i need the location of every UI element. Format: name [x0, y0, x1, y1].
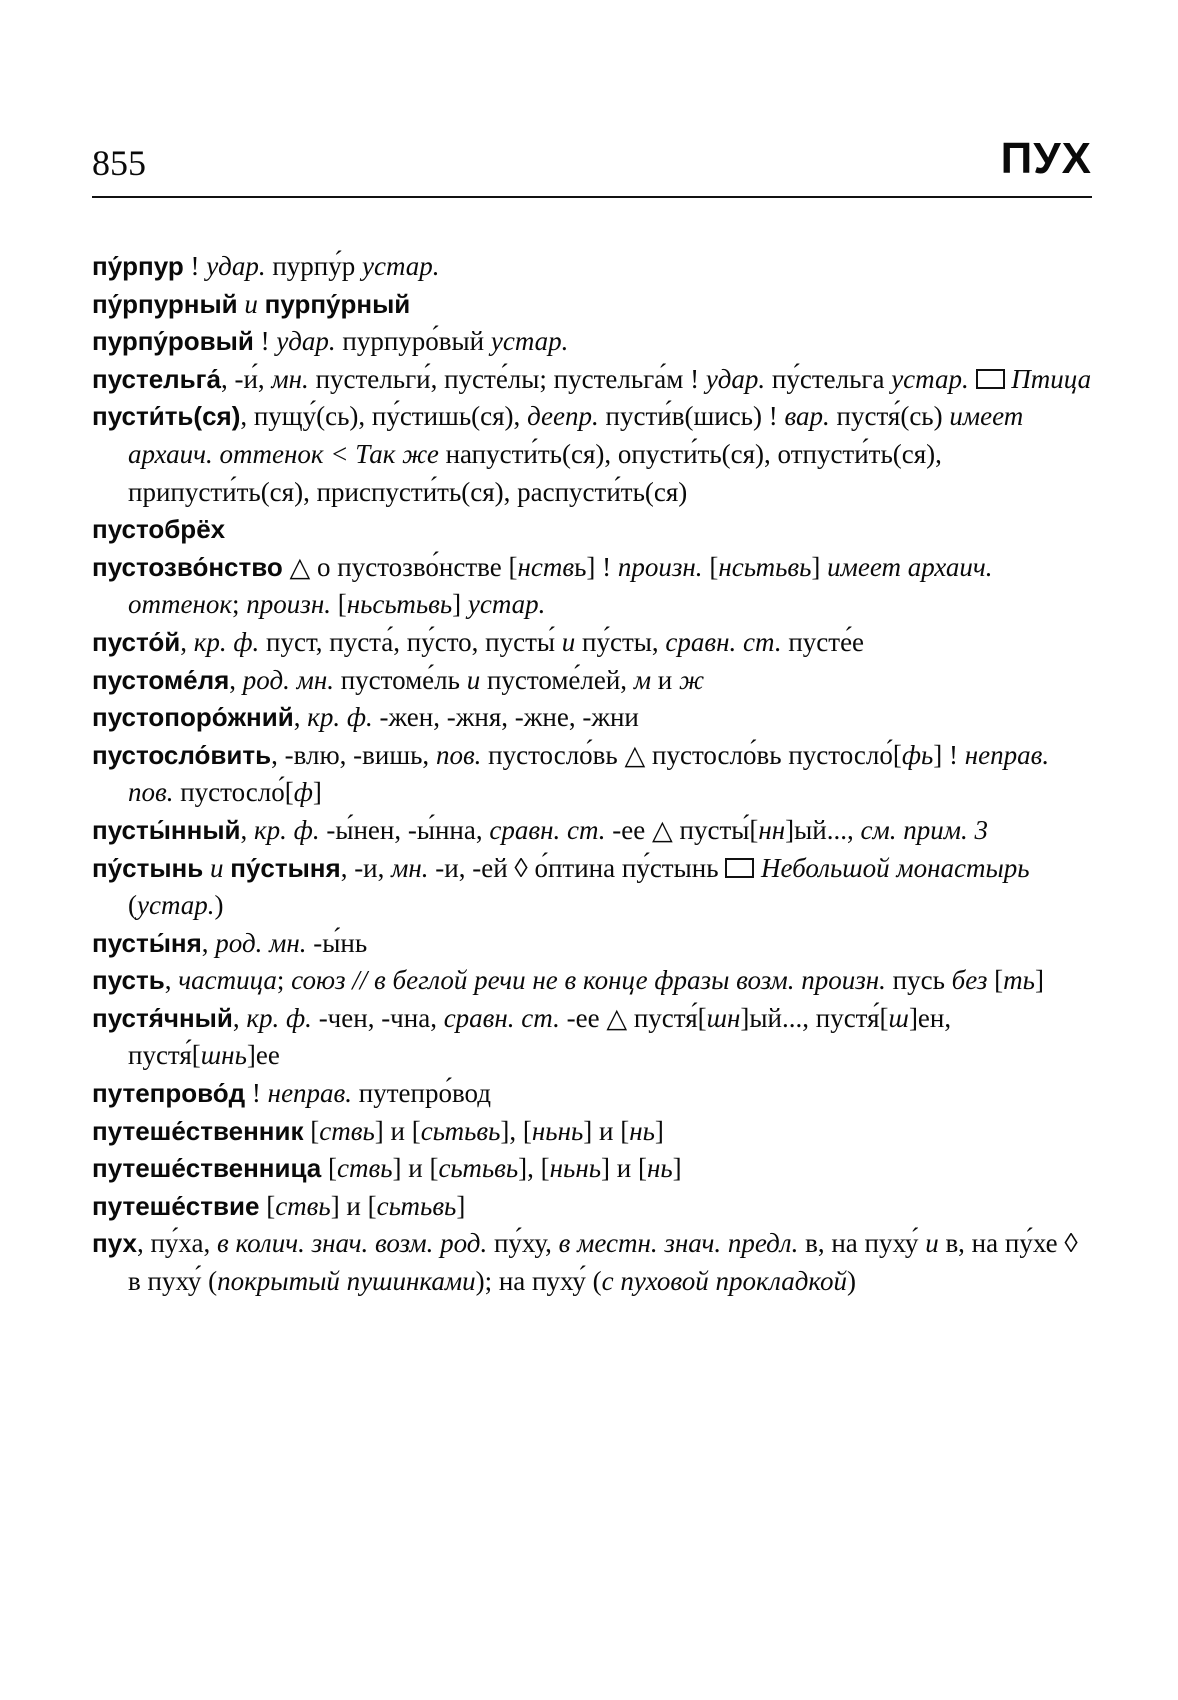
dictionary-entry: [92, 812, 1092, 850]
headword: пу́стынь: [92, 852, 204, 883]
entry-text: ] и [: [374, 1115, 421, 1146]
entry-text: ,: [180, 626, 194, 657]
italic-label: нств: [517, 551, 575, 582]
entry-text: ,: [232, 1002, 247, 1033]
dictionary-entry: [92, 737, 1092, 812]
entry-text: путепро́вод: [352, 1078, 491, 1109]
entry-text: напусти́ть(ся), опусти́ть(ся), отпусти́ть(ся), припусти́ть(ся), приспусти́ть(ся), распусти́ть(ся): [128, 438, 942, 507]
entry-text: ): [847, 1266, 856, 1297]
italic-label: с пуховой прокладкой: [601, 1266, 847, 1297]
entry-text: -чен, -чна,: [311, 1002, 444, 1033]
headword: пу́рпурный: [92, 288, 238, 319]
entry-text: [: [259, 1190, 276, 1221]
headword: пустя́чный: [92, 1002, 233, 1033]
page-number: 855: [92, 143, 146, 183]
entry-text: ]: [456, 1190, 466, 1221]
italic-label: произн.: [617, 551, 703, 582]
italic-label: пов.: [435, 739, 482, 770]
entry-text: пурпуро́вый: [335, 326, 491, 357]
headword: пустельга́: [92, 363, 221, 394]
entry-text: ]ен, пустя́[: [128, 1002, 952, 1071]
entry-text: пустосло́[: [173, 777, 294, 808]
entry-text: -ее △ пустя́[: [559, 1002, 707, 1033]
headword: путеше́ственник: [92, 1115, 304, 1146]
italic-label: сьтьвь: [420, 1115, 501, 1146]
entry-text: ]: [312, 777, 322, 808]
headword: путеше́ственница: [92, 1153, 322, 1184]
entry-text: пусь: [885, 965, 952, 996]
italic-label: покрытый пушинками: [217, 1266, 476, 1297]
entry-text: пустосло́вь △ пустосло́вь пустосло́[: [481, 739, 902, 770]
italic-label: фь: [901, 739, 934, 770]
entry-text: ]: [452, 589, 468, 620]
entry-text: пу́стельга: [765, 363, 892, 394]
dictionary-entry: [92, 549, 1092, 624]
italic-label: Птица: [1011, 363, 1092, 394]
headword: пустобрёх: [92, 514, 226, 545]
italic-label: шн: [706, 1002, 741, 1033]
entry-text: пуст, пуста́, пу́сто, пусты́: [259, 626, 562, 657]
italic-label: ньсьтьвь: [346, 589, 453, 620]
italic-label: см. прим. 3: [860, 814, 988, 845]
entry-text: [: [330, 589, 347, 620]
entry-text: ] и [: [330, 1190, 377, 1221]
italic-label: ньнь: [549, 1153, 602, 1184]
entry-text: ,: [240, 814, 255, 845]
entry-text: ], [: [518, 1153, 550, 1184]
entry-text: пусте́е: [781, 626, 865, 657]
running-head: ПУХ: [1000, 134, 1092, 183]
entry-text: (: [128, 890, 137, 921]
entry-text: -жен, -жня, -жне, -жни: [372, 702, 639, 733]
italic-label: в местн. знач. предл.: [558, 1228, 799, 1259]
dictionary-entry: [92, 1113, 1092, 1151]
italic-label: сравн. ст.: [443, 1002, 560, 1033]
italic-label: ть: [1003, 965, 1035, 996]
italic-label: сравн. ст.: [665, 626, 782, 657]
entry-text: ;: [276, 965, 292, 996]
dictionary-entry: [92, 1000, 1092, 1075]
entry-text: пурпу́р: [265, 251, 362, 281]
page-header: [92, 134, 1092, 198]
italic-label: деепр.: [527, 401, 599, 432]
italic-label: удар.: [206, 251, 266, 281]
entry-text: ] !: [586, 551, 618, 582]
italic-label: нн: [758, 814, 786, 845]
italic-label: кр. ф.: [307, 702, 373, 733]
italic-label: удар.: [276, 326, 336, 357]
italic-label: нь: [629, 1115, 655, 1146]
entry-text: !: [253, 326, 277, 357]
italic-label: имеет архаич. оттенок < Так же: [128, 401, 1024, 469]
entry-text: [: [702, 551, 719, 582]
entry-text: , -и,: [340, 852, 392, 883]
entry-text: пустельги́, пусте́лы; пустельга́м !: [308, 363, 706, 394]
dictionary-entries: [92, 248, 1092, 1301]
entry-text: , -и́,: [220, 363, 272, 394]
italic-label: и: [925, 1228, 939, 1259]
dictionary-entry: [92, 962, 1092, 1000]
dictionary-entry: [92, 398, 1092, 511]
entry-text: ] и [: [583, 1115, 630, 1146]
entry-text: ]: [811, 551, 828, 582]
headword: пустоме́ля: [92, 664, 230, 695]
entry-text: ] !: [933, 739, 965, 770]
entry-text: [754, 853, 761, 883]
entry-text: пустя́(сь): [829, 401, 950, 432]
entry-text: [969, 364, 976, 394]
italic-label: м: [633, 664, 652, 695]
entry-text: в, на пу́хе ◊ в пуху́ (: [128, 1228, 1078, 1297]
italic-label: нсьтьвь: [718, 551, 812, 582]
headword: пустозво́нство: [92, 551, 283, 582]
entry-text: ,: [229, 664, 243, 695]
italic-label: Небольшой монастырь: [761, 852, 1030, 883]
entry-text: -и, -ей ◊ о́птина пу́стынь: [428, 852, 726, 883]
italic-label: устар.: [467, 589, 546, 620]
entry-text: !: [245, 1078, 268, 1109]
italic-label: устар.: [891, 363, 969, 394]
dictionary-entry: [92, 925, 1092, 963]
entry-text: ] и [: [392, 1153, 439, 1184]
italic-label: сьтьвь: [376, 1190, 457, 1221]
headword: пусто́й: [92, 626, 181, 657]
entry-text: [: [321, 1153, 338, 1184]
headword: пусты́ня: [92, 927, 202, 958]
entry-text: ,: [201, 927, 216, 958]
italic-label: ствь: [275, 1190, 331, 1221]
italic-label: неправ. пов.: [128, 739, 1050, 808]
dictionary-entry: [92, 286, 1092, 324]
italic-label: частица: [178, 965, 277, 996]
italic-label: кр. ф.: [193, 626, 260, 657]
italic-label: и: [244, 288, 258, 319]
entry-text: ;: [232, 589, 247, 620]
italic-label: ньнь: [531, 1115, 584, 1146]
entry-text: , пущу́(сь), пу́стишь(ся),: [240, 401, 528, 432]
headword: пустопоро́жний: [92, 702, 294, 733]
entry-text: , пу́ха,: [136, 1228, 218, 1259]
headword: путепрово́д: [92, 1078, 246, 1109]
entry-text: [258, 289, 265, 319]
italic-label: и: [210, 852, 224, 883]
italic-label: мн.: [271, 363, 309, 394]
entry-text: [: [303, 1115, 320, 1146]
italic-label: и: [561, 626, 576, 657]
entry-text: ,: [293, 702, 308, 733]
dictionary-entry: [92, 699, 1092, 737]
entry-text: △ о пустозво́нстве [: [282, 551, 518, 582]
headword: пусти́ть(ся): [92, 401, 241, 432]
dictionary-entry: [92, 624, 1092, 662]
italic-label: ствь: [319, 1115, 375, 1146]
entry-text: , -влю, -вишь,: [271, 739, 436, 770]
headword-variant: пурпу́рный: [264, 288, 411, 319]
italic-label: и: [466, 664, 481, 695]
entry-text: [: [987, 965, 1004, 996]
dictionary-entry: [92, 850, 1092, 925]
dictionary-entry: [92, 1150, 1092, 1188]
italic-label: устар.: [490, 326, 569, 357]
definition-box-icon: [725, 858, 754, 878]
entry-text: [203, 853, 210, 883]
italic-label: имеет архаич. оттенок: [128, 551, 993, 620]
italic-label: сравн. ст.: [489, 814, 606, 845]
dictionary-entry: [92, 1225, 1092, 1300]
dictionary-entry: [92, 1075, 1092, 1113]
entry-text: !: [183, 251, 207, 281]
dictionary-entry: [92, 361, 1092, 399]
italic-label: кр. ф.: [246, 1002, 312, 1033]
entry-text: -ее △ пусты́[: [605, 814, 759, 845]
italic-label: ствь: [337, 1153, 393, 1184]
entry-text: ]ее: [246, 1040, 280, 1071]
entry-text: -ы́нь: [306, 927, 368, 958]
headword: пу́рпур: [92, 251, 184, 281]
italic-label: без: [951, 965, 988, 996]
italic-label: в колич. знач. возм. род.: [217, 1228, 488, 1259]
italic-label: союз // в беглой речи не в конце фразы возм. произн.: [291, 965, 886, 996]
italic-label: ф: [293, 777, 313, 808]
entry-text: ]: [654, 1115, 664, 1146]
entry-text: ], [: [500, 1115, 532, 1146]
italic-label: ж: [679, 664, 705, 695]
entry-text: пу́сты,: [575, 626, 666, 657]
entry-text: ]ый...,: [785, 814, 861, 845]
headword: пурпу́ровый: [92, 326, 254, 357]
dictionary-entry: [92, 1188, 1092, 1226]
italic-label: ш: [888, 1002, 909, 1033]
entry-text: ,: [164, 965, 179, 996]
headword: пусты́нный: [92, 814, 241, 845]
italic-label: сьтьвь: [438, 1153, 519, 1184]
italic-label: род. мн.: [242, 664, 334, 695]
entry-text: ]: [1034, 965, 1044, 996]
dictionary-entry: [92, 662, 1092, 700]
entry-text: пустоме́лей,: [480, 664, 634, 695]
entry-text: -ы́нен, -ы́нна,: [319, 814, 490, 845]
italic-label: устар.: [137, 890, 215, 921]
italic-label: мн.: [391, 852, 429, 883]
dictionary-entry: [92, 248, 1092, 286]
entry-text: ]ый..., пустя́[: [740, 1002, 889, 1033]
entry-text: пустоме́ль: [333, 664, 467, 695]
definition-box-icon: [976, 369, 1005, 389]
italic-label: неправ.: [267, 1078, 353, 1109]
italic-label: устар.: [361, 251, 440, 281]
italic-label: род. мн.: [215, 927, 307, 958]
entry-text: в, на пуху́: [798, 1228, 926, 1259]
dictionary-entry: [92, 323, 1092, 361]
italic-label: удар.: [705, 363, 766, 394]
italic-label: кр. ф.: [254, 814, 320, 845]
headword-variant: пу́стыня: [230, 852, 341, 883]
headword: пусть: [92, 965, 165, 996]
entry-text: и: [651, 664, 679, 695]
dictionary-entry: [92, 511, 1092, 549]
entry-text: ь: [574, 551, 587, 582]
entry-text: ] и [: [601, 1153, 647, 1184]
headword: путеше́ствие: [92, 1190, 260, 1221]
italic-label: нь: [646, 1153, 673, 1184]
entry-text: ]: [672, 1153, 682, 1184]
italic-label: вар.: [784, 401, 830, 432]
italic-label: произн.: [246, 589, 331, 620]
headword: пух: [92, 1228, 137, 1259]
italic-label: шнь: [200, 1040, 247, 1071]
entry-text: ): [214, 890, 224, 921]
entry-text: ); на пуху́ (: [475, 1266, 602, 1297]
entry-text: пусти́в(шись) !: [598, 401, 785, 432]
headword: пустосло́вить: [92, 739, 272, 770]
entry-text: пу́ху,: [487, 1228, 559, 1259]
